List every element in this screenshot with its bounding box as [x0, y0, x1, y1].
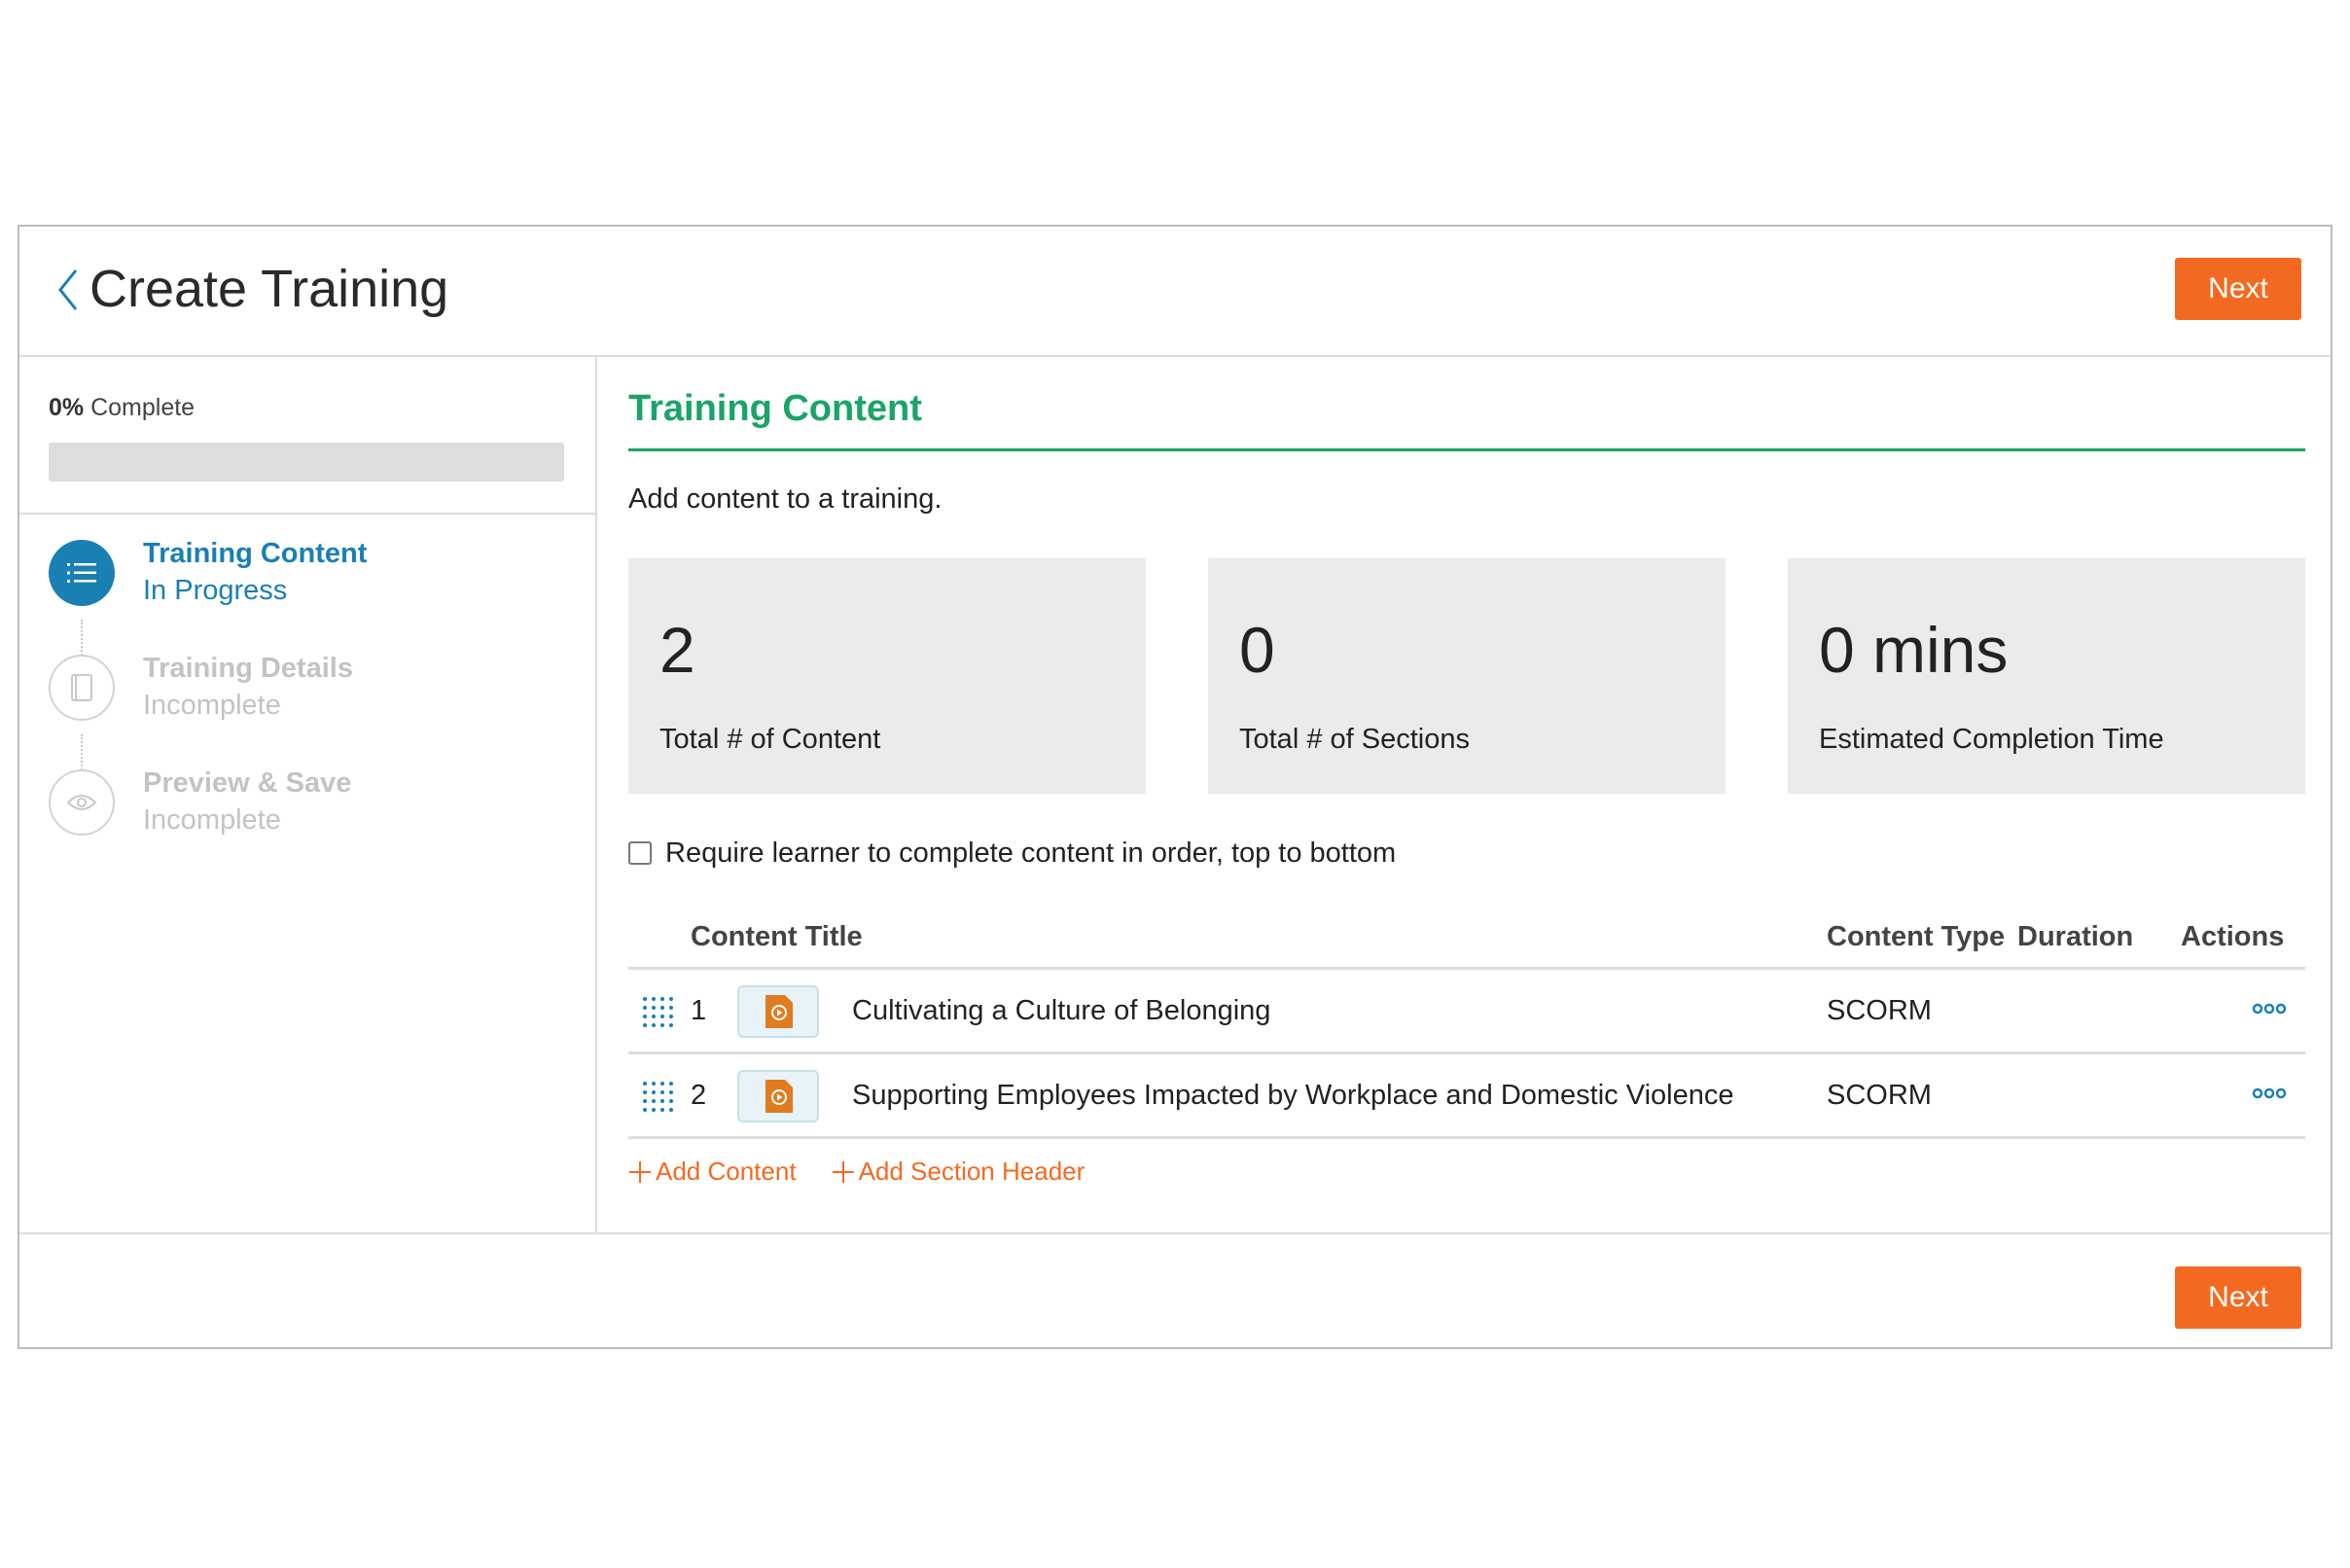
- content-title[interactable]: Cultivating a Culture of Belonging: [852, 995, 1271, 1026]
- scorm-file-icon: [764, 1080, 793, 1113]
- document-icon: [69, 673, 94, 702]
- content-type: SCORM: [1827, 995, 1932, 1026]
- column-actions: Actions: [2181, 921, 2285, 952]
- content-thumbnail: [737, 1070, 819, 1123]
- stat-total-content: [628, 558, 1146, 794]
- plus-icon: [628, 1160, 652, 1184]
- footer-divider: [19, 1232, 2331, 1234]
- stat-label: Estimated Completion Time: [1819, 724, 2164, 755]
- create-training-panel: [18, 225, 2332, 1349]
- drag-handle-icon[interactable]: [642, 996, 675, 1029]
- section-divider: [628, 448, 2305, 451]
- column-content-type: Content Type: [1827, 921, 2006, 952]
- eye-icon: [66, 793, 97, 812]
- step-title: Preview & Save: [143, 767, 352, 799]
- step-circle: [49, 540, 115, 606]
- back-button[interactable]: [49, 266, 88, 314]
- scorm-file-icon: [764, 995, 793, 1028]
- stat-value: 0: [1239, 614, 1275, 686]
- step-status: Incomplete: [143, 804, 281, 836]
- table-row: [628, 970, 2305, 1054]
- step-status: In Progress: [143, 575, 288, 606]
- intro-text: Add content to a training.: [628, 483, 943, 515]
- add-content-label: Add Content: [656, 1157, 797, 1186]
- chevron-left-icon: [56, 268, 80, 311]
- add-section-header-label: Add Section Header: [858, 1157, 1086, 1186]
- stat-label: Total # of Sections: [1239, 724, 1470, 755]
- order-requirement: [628, 834, 1396, 873]
- stat-label: Total # of Content: [659, 724, 881, 755]
- drag-handle-icon[interactable]: [642, 1081, 675, 1114]
- table-row: [628, 1054, 2305, 1139]
- order-checkbox[interactable]: [628, 841, 652, 865]
- column-duration: Duration: [2017, 921, 2134, 952]
- stat-value: 0 mins: [1819, 614, 2009, 686]
- step-status: Incomplete: [143, 690, 281, 721]
- stat-total-sections: [1208, 558, 1726, 794]
- table-header: [628, 902, 2305, 970]
- plus-icon: [832, 1160, 855, 1184]
- add-section-header-link[interactable]: [832, 1157, 1086, 1187]
- step-circle: [49, 655, 115, 721]
- step-title: Training Content: [143, 538, 368, 569]
- progress-suffix: Complete: [90, 394, 196, 421]
- row-number: 1: [691, 995, 707, 1026]
- content-thumbnail: [737, 985, 819, 1038]
- main-content: [628, 357, 2305, 1232]
- add-actions: [628, 1157, 1085, 1187]
- progress-percent: 0%: [49, 394, 85, 421]
- step-title: Training Details: [143, 653, 353, 684]
- stat-value: 2: [659, 614, 695, 686]
- progress-bar: [49, 443, 564, 481]
- content-type: SCORM: [1827, 1080, 1932, 1111]
- next-button-top[interactable]: Next: [2175, 258, 2301, 320]
- list-icon: [67, 561, 96, 585]
- step-circle: [49, 769, 115, 836]
- step-preview-save[interactable]: [49, 767, 574, 855]
- add-content-link[interactable]: [628, 1157, 797, 1187]
- more-options-icon[interactable]: [2250, 999, 2289, 1018]
- page-title: Create Training: [89, 260, 449, 318]
- step-training-content[interactable]: [49, 538, 574, 625]
- more-options-icon[interactable]: [2250, 1084, 2289, 1103]
- step-training-details[interactable]: [49, 653, 574, 740]
- section-title: Training Content: [628, 388, 922, 429]
- progress-label: [49, 394, 195, 422]
- page-header: [19, 227, 2331, 357]
- sidebar-divider: [19, 513, 595, 515]
- content-title[interactable]: Supporting Employees Impacted by Workplace and Domestic Violence: [852, 1080, 1734, 1111]
- progress-sidebar: [19, 357, 597, 1232]
- row-number: 2: [691, 1080, 707, 1111]
- stat-completion-time: [1788, 558, 2305, 794]
- content-table: [628, 902, 2305, 1139]
- order-checkbox-label[interactable]: Require learner to complete content in order, top to bottom: [665, 837, 1397, 869]
- column-content-title: Content Title: [691, 921, 863, 952]
- next-button-bottom[interactable]: Next: [2175, 1266, 2301, 1329]
